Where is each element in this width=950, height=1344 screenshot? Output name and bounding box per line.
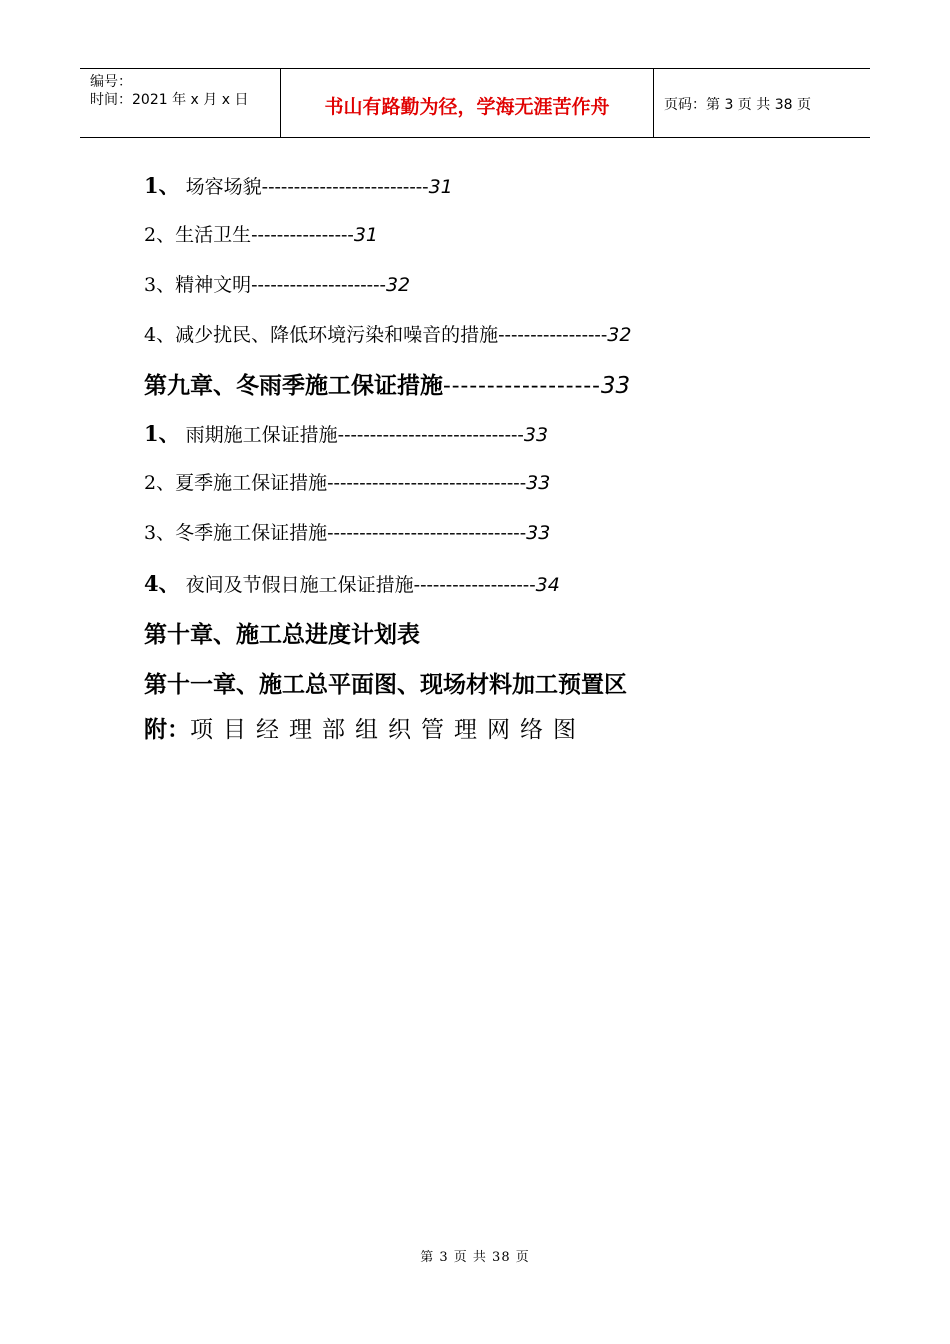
header-page-info: 页码：第 3 页 共 38 页: [664, 97, 811, 113]
number-label: 编号：: [90, 74, 132, 90]
toc-entry: 4、减少扰民、降低环境污染和噪音的措施-----------------32: [144, 324, 632, 346]
header-meta: [80, 69, 281, 137]
toc-chapter: 第十章、施工总进度计划表: [144, 621, 420, 648]
toc-chapter: 第十一章、施工总平面图、现场材料加工预置区: [144, 671, 627, 698]
toc-entry: 1、 场容场貌--------------------------31: [144, 173, 453, 198]
toc-entry: 3、冬季施工保证措施-------------------------------33: [144, 522, 551, 544]
time-label: 时间：2021 年 x 月 x 日: [90, 92, 249, 108]
toc-entry: 4、 夜间及节假日施工保证措施-------------------34: [144, 571, 560, 596]
toc-entry: 3、精神文明---------------------32: [144, 274, 411, 296]
toc-appendix: 附：项目经理部组织管理网络图: [144, 716, 586, 743]
document-header: [80, 68, 870, 138]
header-motto: 书山有路勤为径，学海无涯苦作舟: [281, 69, 654, 137]
toc-chapter: 第九章、冬雨季施工保证措施------------------33: [144, 372, 631, 399]
toc-entry: 1、 雨期施工保证措施-----------------------------33: [144, 421, 549, 446]
toc-entry: 2、夏季施工保证措施-------------------------------33: [144, 472, 551, 494]
toc-entry: 2、生活卫生----------------31: [144, 224, 379, 246]
page-footer: 第 3 页 共 38 页: [420, 1250, 530, 1265]
